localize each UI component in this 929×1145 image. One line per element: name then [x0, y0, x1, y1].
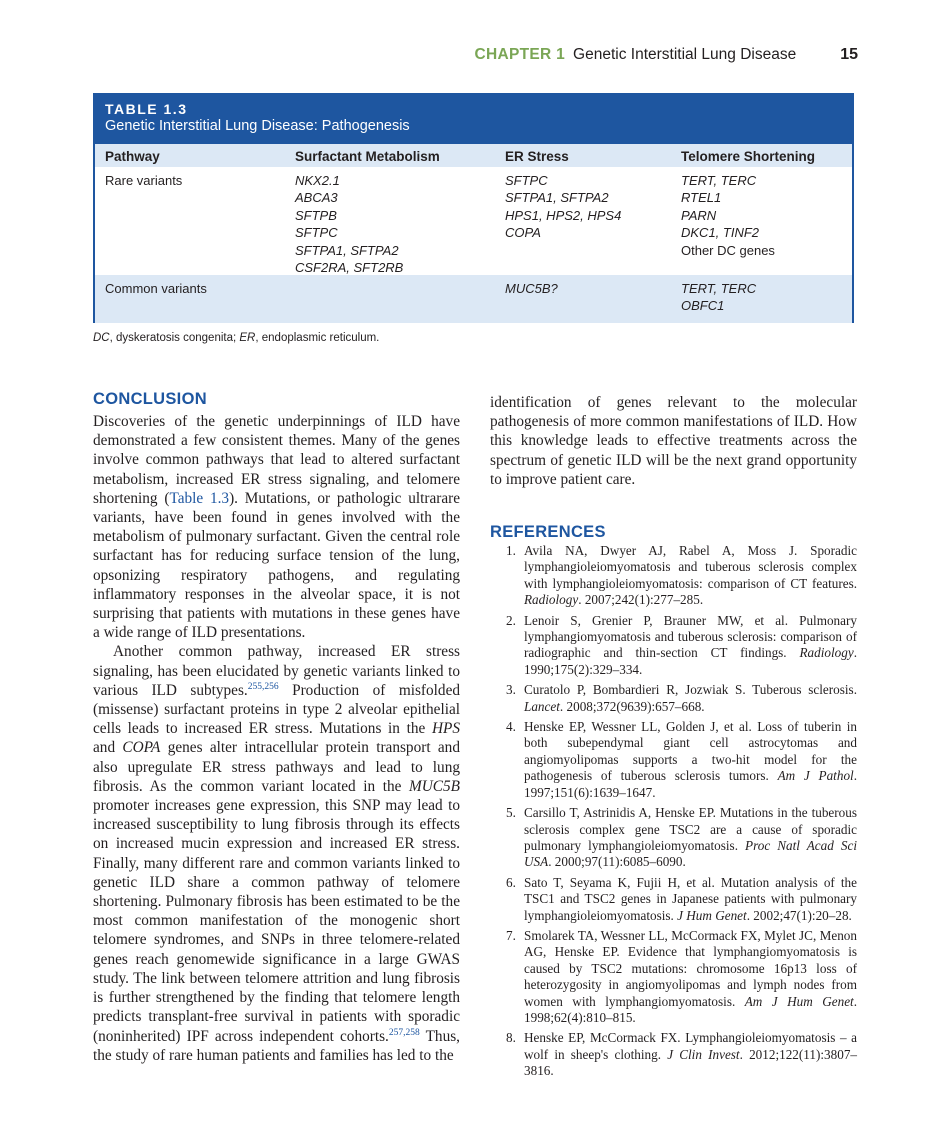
reference-item [490, 928, 857, 1026]
table-header-band [95, 95, 852, 144]
text-run: Production of misfolded (missense) surfactant proteins in type 2 alveolar epithelial cells leads to increased ER stress. Mutations in the [93, 681, 461, 738]
er-stress-cell [505, 280, 558, 297]
abbreviation: ER [239, 332, 256, 344]
reference-item [490, 1030, 857, 1079]
page-number: 15 [840, 46, 858, 63]
table-footnote [93, 332, 379, 344]
reference-text: Henske EP, McCormack FX. Lymphangioleiomyomatosis – a wolf in sheep's clothing. [524, 1030, 857, 1062]
reference-citation: . 2012;122(11):3807–3816. [524, 1046, 858, 1079]
gene-name: CSF2RA, SFT2RB [295, 260, 404, 276]
reference-citation: . 1990;175(2):329–334. [524, 645, 857, 677]
chapter-title: Genetic Interstitial Lung Disease [573, 46, 797, 63]
journal-name: J Clin Invest [667, 1046, 740, 1062]
definition: , endoplasmic reticulum. [255, 332, 380, 344]
reference-list [490, 543, 857, 1084]
reference-text: Henske EP, Wessner LL, Golden J, et al. Loss of tuberin in both subependymal giant cell astrocytomas and angiomyolipomas supports a two-hit model for the pathogenesis of tuberous sclerosis tumors. [524, 719, 857, 784]
gene-name: OBFC1 [681, 298, 725, 314]
telomere-cell [681, 280, 756, 315]
reference-item [490, 719, 857, 801]
text-run: Another common pathway, increased ER stress signaling, has been elucidated by genetic variants linked to various ILD subtypes. [93, 643, 460, 699]
gene-group-text: Other DC genes [681, 242, 775, 258]
gene-name: PARN [681, 207, 717, 223]
reference-text: Avila NA, Dwyer AJ, Rabel A, Moss J. Sporadic lymphangioleiomyomatosis and tuberous sclerosis complex with lymphangioleiomyomatosis: comparison of CT features. [524, 543, 857, 591]
column-header: Telomere Shortening [681, 149, 816, 164]
reference-text: Smolarek TA, Wessner LL, McCormack FX, Mylet JC, Menon AG, Henske EP. Evidence that lymphangiomyomatosis is caused by TSC2 mutations: chromosome 16p13 loss of heterozygosity in angiomyolipomas and lymph nodes from women with lymphangiomyomatosis. [524, 927, 857, 1009]
conclusion-heading: CONCLUSION [93, 390, 207, 408]
reference-number: 1. [506, 543, 516, 558]
reference-text: Carsillo T, Astrinidis A, Henske EP. Mutations in the tuberous sclerosis complex gene TSC2 are a cause of sporadic pulmonary lymphangioleiomyomatosis. [524, 805, 857, 853]
running-head [475, 46, 859, 64]
pathway-cell: Common variants [105, 281, 207, 296]
text-run: promoter increases gene expression, this SNP may lead to increased susceptibility to lung fibrosis through its effects on increased mucin expression and increased ER stress. Finally, many different rare and common variants linked to genetic ILD share a common pathway of telomere shortening. Pulmonary fibrosis has been estimated to be the most common manifestation of the monogenic short telomere syndromes, and SNPs in three telomere-related genes reach genomewide significance in a large GWAS study. The link between telomere attrition and lung fibrosis is further strengthened by the finding that telomere length predicts transplant-free survival in patients with sporadic (noninherited) IPF across independent cohorts. [93, 797, 460, 1045]
reference-citation: . 1998;62(4):810–815. [524, 993, 858, 1025]
citation-link[interactable]: 257,258 [388, 1027, 420, 1038]
gene-name: SFTPA1, SFTPA2 [295, 242, 399, 258]
reference-citation: . 1997;151(6):1639–1647. [524, 768, 857, 800]
journal-name: Radiology [524, 592, 579, 608]
gene-name: SFTPA1, SFTPA2 [505, 190, 609, 206]
telomere-cell [681, 172, 775, 259]
references-heading: REFERENCES [490, 523, 606, 541]
gene-name: NKX2.1 [295, 173, 340, 188]
text-run: and [93, 739, 123, 757]
journal-name: Radiology [799, 645, 854, 661]
reference-number: 8. [506, 1030, 516, 1046]
text-run: Discoveries of the genetic underpinnings of ILD have demonstrated a few consistent themes. Many of the genes involve common pathways that lead to altered surfactant metabolism, increased ER stress signaling, and telomere shortening ( [93, 413, 460, 507]
reference-item [490, 875, 857, 924]
reference-item [490, 613, 857, 679]
paragraph [93, 412, 460, 642]
gene-name: DKC1, TINF2 [681, 225, 760, 241]
journal-name: J Hum Genet [677, 907, 747, 923]
er-stress-cell [505, 172, 621, 242]
chapter-label: CHAPTER 1 [474, 46, 566, 63]
definition: , dyskeratosis congenita; [109, 332, 240, 344]
table-title: Genetic Interstitial Lung Disease: Pathogenesis [105, 118, 410, 134]
surfactant-cell [295, 172, 403, 276]
paragraph-continued [490, 393, 857, 489]
reference-item [490, 543, 857, 609]
gene-name: TERT, TERC [681, 173, 757, 188]
gene-name: MUC5B [409, 777, 460, 795]
gene-name: MUC5B? [505, 281, 558, 296]
gene-name: COPA [122, 739, 161, 757]
table-row [95, 167, 852, 275]
reference-number: 3. [506, 682, 516, 698]
gene-name: SFTPC [505, 173, 548, 188]
gene-name: ABCA3 [295, 190, 338, 206]
column-header: Pathway [105, 149, 160, 164]
table-1-3 [93, 93, 854, 323]
journal-name: Lancet [524, 698, 560, 714]
reference-citation: . 2000;97(11):6085–6090. [548, 854, 686, 870]
text-run: Thus, the study of rare human patients and families has led to the [93, 1027, 460, 1064]
gene-name: SFTPB [295, 207, 337, 223]
text-run: identification of genes relevant to the molecular pathogenesis of more common manifestations of ILD. How this knowledge leads to effective treatments across the spectrum of genetic ILD will be the next grand opportunity to improve patient care. [490, 394, 857, 488]
abbreviation: DC [93, 332, 110, 344]
reference-text: Lenoir S, Grenier P, Brauner MW, et al. Pulmonary lymphangiomyomatosis and tuberous sclerosis: comparison of radiographic and thin-section CT findings. [524, 612, 857, 661]
table-label: TABLE 1.3 [105, 101, 188, 117]
column-header: ER Stress [505, 149, 569, 164]
conclusion-column-right [490, 393, 857, 489]
reference-number: 4. [506, 719, 516, 735]
journal-name: Proc Natl Acad Sci USA [524, 837, 857, 870]
table-row [95, 275, 852, 323]
column-header: Surfactant Metabolism [295, 149, 440, 164]
citation-link[interactable]: 255,256 [247, 681, 279, 692]
reference-number: 7. [506, 927, 516, 943]
reference-citation: . 2007;242(1):277–285. [578, 592, 704, 608]
reference-number: 2. [506, 612, 516, 628]
reference-number: 5. [506, 805, 516, 821]
reference-number: 6. [506, 874, 516, 890]
reference-item [490, 805, 857, 871]
table-link[interactable]: Table 1.3 [169, 489, 230, 507]
journal-name: Am J Pathol [777, 768, 854, 784]
gene-name: HPS [431, 720, 460, 738]
paragraph [93, 642, 460, 1064]
gene-name: TERT, TERC [681, 281, 757, 296]
reference-text: Curatolo P, Bombardieri R, Jozwiak S. Tuberous sclerosis. [524, 682, 857, 698]
text-run: ). Mutations, or pathologic ultrarare variants, have been found in genes involved with the metabolism of pulmonary surfactant. Given the central role surfactant has for reducing surface tension of the lung, opsonizing respiratory pathogens, and regulating inflammatory responses in the alveolar space, it is not surprising that patients with mutations in these genes have a wide range of ILD presentations. [93, 489, 460, 642]
gene-name: HPS1, HPS2, HPS4 [505, 207, 622, 223]
text-run: genes alter intracellular protein transport and also upregulate ER stress pathways and lead to lung fibrosis. As the common variant located in the [93, 739, 460, 795]
reference-citation: . 2002;47(1):20–28. [746, 907, 852, 923]
journal-name: Am J Hum Genet [744, 993, 854, 1009]
gene-name: COPA [505, 225, 541, 241]
gene-name: RTEL1 [681, 190, 722, 206]
pathway-cell: Rare variants [105, 173, 183, 188]
reference-text: Sato T, Seyama K, Fujii H, et al. Mutation analysis of the TSC1 and TSC2 genes in Japanese patients with pulmonary lymphangioleiomyomatosis. [524, 874, 857, 923]
reference-citation: . 2008;372(9639):657–668. [559, 698, 705, 714]
reference-item [490, 682, 857, 715]
gene-name: SFTPC [295, 225, 338, 241]
conclusion-column-left [93, 412, 460, 1065]
table-column-headers [95, 144, 852, 167]
